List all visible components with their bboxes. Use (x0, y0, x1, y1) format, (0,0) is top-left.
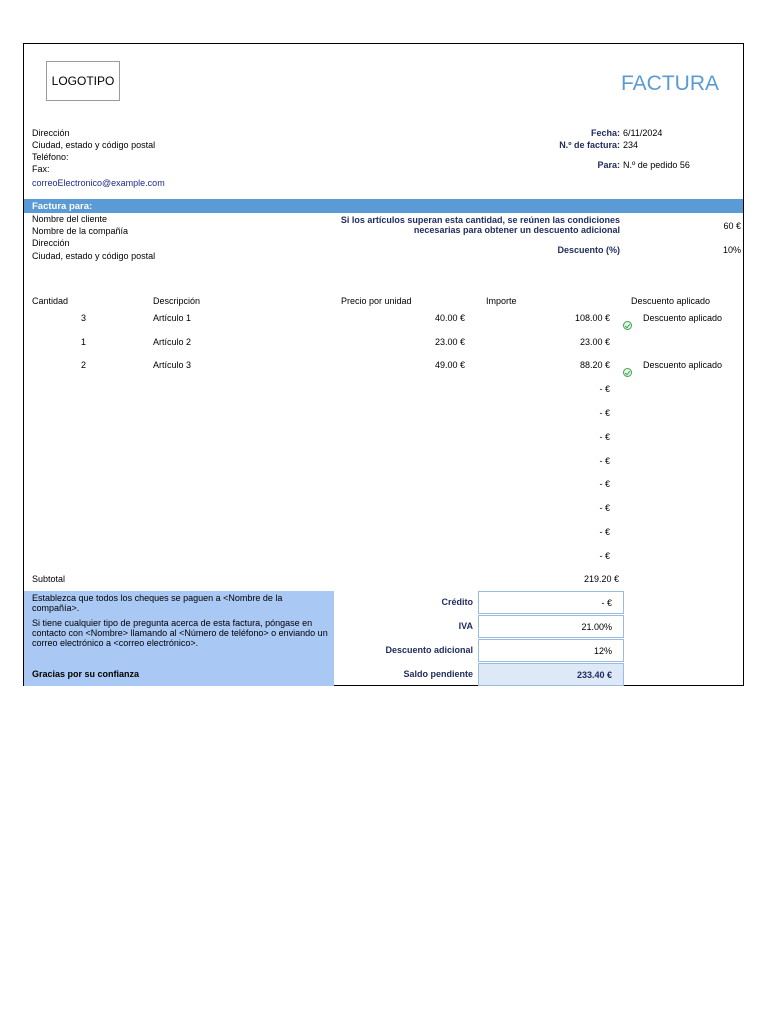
empty-amount: - € (599, 503, 610, 513)
row-applied: Descuento aplicado (643, 313, 723, 323)
empty-amount: - € (599, 384, 610, 394)
vat-label: IVA (458, 621, 473, 631)
client-name: Nombre del cliente (32, 214, 108, 224)
row-unit: 49.00 € (434, 360, 465, 370)
row-applied: Descuento aplicado (643, 360, 723, 370)
extra-discount-label: Descuento adicional (385, 645, 473, 655)
extra-discount-box (478, 639, 624, 662)
sender-email[interactable]: correoElectronico@example.com (32, 178, 165, 188)
notes-thanks: Gracias por su confianza (32, 669, 140, 679)
sender-address: Dirección (32, 128, 70, 138)
sender-city: Ciudad, estado y código postal (32, 140, 156, 150)
row-qty: 2 (81, 360, 87, 370)
notes-panel (24, 591, 334, 686)
row-amount: 108.00 € (574, 313, 610, 323)
row-qty: 3 (81, 313, 87, 323)
empty-amount: - € (599, 551, 610, 561)
date-value: 6/11/2024 (623, 128, 663, 138)
header-applied: Descuento aplicado (631, 296, 711, 306)
row-amount: 88.20 € (579, 360, 610, 370)
vat-box (478, 615, 624, 638)
credit-value: - € (601, 598, 612, 608)
row-desc: Artículo 3 (153, 360, 192, 370)
balance-value: 233.40 € (576, 670, 612, 680)
row-desc: Artículo 1 (153, 313, 192, 323)
empty-amount: - € (599, 479, 610, 489)
row-unit: 40.00 € (434, 313, 465, 323)
client-address: Dirección (32, 238, 70, 248)
logo-placeholder: LOGOTIPO (46, 61, 120, 101)
header-unit: Precio por unidad (341, 296, 412, 306)
row-unit: 23.00 € (434, 337, 465, 347)
header-qty: Cantidad (32, 296, 69, 306)
invoice-number-value: 234 (623, 140, 639, 150)
header-desc: Descripción (153, 296, 201, 306)
discount-label: Descuento (%) (557, 245, 620, 255)
empty-amount: - € (599, 527, 610, 537)
client-city: Ciudad, estado y código postal (32, 251, 156, 261)
subtotal-value: 219.20 € (583, 574, 619, 584)
invoice-title: FACTURA (620, 72, 719, 95)
row-qty: 1 (81, 337, 87, 347)
date-label: Fecha: (590, 128, 620, 138)
empty-amount: - € (599, 456, 610, 466)
subtotal-label: Subtotal (32, 574, 66, 584)
credit-box (478, 591, 624, 614)
discount-value: 10% (722, 245, 741, 255)
threshold-value: 60 € (723, 221, 741, 231)
for-value: N.º de pedido 56 (623, 160, 690, 170)
extra-discount-value: 12% (593, 646, 612, 656)
threshold-text-1: Si los artículos superan esta cantidad, se reúnen las condiciones (340, 215, 620, 225)
invoice-number-label: N.º de factura: (559, 140, 620, 150)
notes-questions: Si tiene cualquier tipo de pregunta acerca de esta factura, póngase en contacto con <Nombre> llamando al <Número de teléfono> o enviando un correo electrónico a <correo electrónico>. (32, 618, 328, 648)
company-name: Nombre de la compañía (32, 226, 129, 236)
check-icon (623, 368, 632, 377)
vat-value: 21.00% (581, 622, 612, 632)
for-label: Para: (597, 160, 620, 170)
billto-band-label: Factura para: (32, 201, 93, 212)
check-icon (623, 321, 632, 330)
notes-checks: Establezca que todos los cheques se paguen a <Nombre de la compañía>. (32, 593, 283, 613)
sender-phone: Teléfono: (32, 152, 69, 162)
balance-box (478, 663, 624, 686)
empty-amount: - € (599, 408, 610, 418)
billto-band (24, 199, 743, 213)
credit-label: Crédito (441, 597, 473, 607)
header-amount: Importe (486, 296, 517, 306)
sender-fax: Fax: (32, 164, 50, 174)
empty-amount: - € (599, 432, 610, 442)
threshold-text-2: necesarias para obtener un descuento adicional (413, 225, 620, 235)
invoice-sheet (23, 43, 744, 686)
balance-label: Saldo pendiente (403, 669, 473, 679)
row-desc: Artículo 2 (153, 337, 192, 347)
row-amount: 23.00 € (579, 337, 610, 347)
